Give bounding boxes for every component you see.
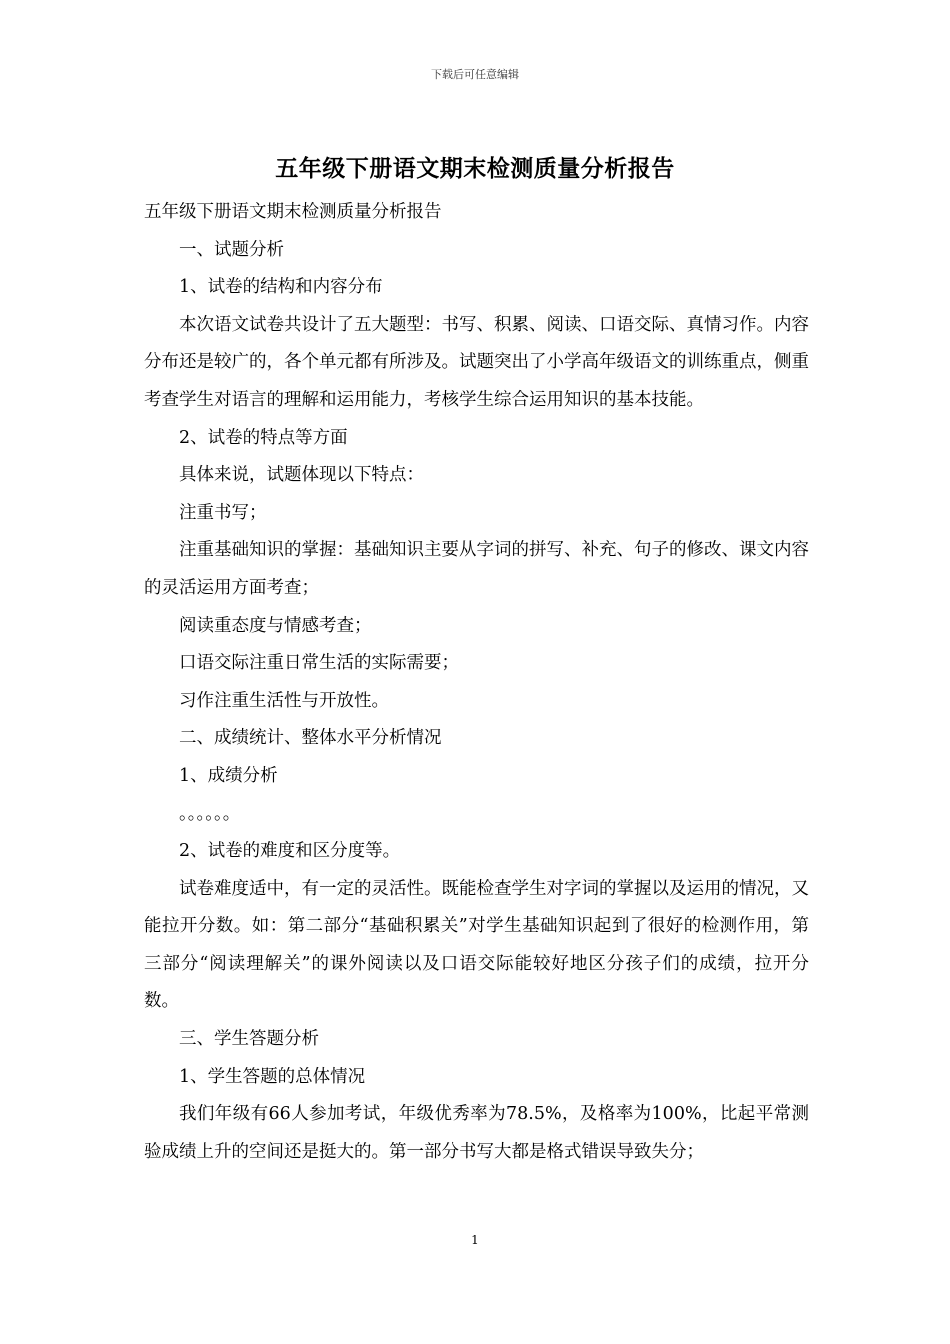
body-paragraph: 阅读重态度与情感考查； [179,615,372,636]
body-paragraph: 。。。。。。 [179,803,241,824]
body-paragraph: 二、成绩统计、整体水平分析情况 [179,728,442,749]
body-paragraph: 我们年级有66人参加考试，年级优秀率为78.5%，及格率为100%，比起平常测验成绩上升的空间还是挺大的。第一部分书写大都是格式错误导致失分； [144,1104,809,1162]
body-paragraph: 具体来说，试题体现以下特点： [179,465,424,486]
body-paragraph: 习作注重生活性与开放性。 [179,690,389,711]
page-header-note: 下载后可任意编辑 [431,68,519,81]
body-paragraph: 1、成绩分析 [179,765,278,786]
body-paragraph: 1、学生答题的总体情况 [179,1066,366,1087]
body-paragraph: 口语交际注重日常生活的实际需要； [179,653,459,674]
body-paragraph: 本次语文试卷共设计了五大题型：书写、积累、阅读、口语交际、真情习作。内容分布还是较广的，各个单元都有所涉及。试题突出了小学高年级语文的训练重点，侧重考查学生对语言的理解和运用能力，考核学生综合运用知识的基本技能。 [144,314,809,410]
document-title: 五年级下册语文期末检测质量分析报告 [275,155,675,182]
body-paragraph: 注重书写； [179,502,267,523]
body-paragraph: 三、学生答题分析 [179,1029,319,1050]
body-paragraph: 五年级下册语文期末检测质量分析报告 [144,202,442,222]
page-number: 1 [471,1233,479,1247]
body-paragraph: 试卷难度适中，有一定的灵活性。既能检查学生对字词的掌握以及运用的情况，又能拉开分数。如：第二部分“基础积累关”对学生基础知识起到了很好的检测作用，第三部分“阅读理解关”的课外阅读以及口语交际能较好地区分孩子们的成绩，拉开分数。 [144,878,809,1012]
body-paragraph: 1、试卷的结构和内容分布 [179,277,383,298]
body-paragraph: 一、试题分析 [179,239,284,260]
body-paragraph: 2、试卷的难度和区分度等。 [179,841,401,862]
body-paragraph: 2、试卷的特点等方面 [179,427,348,448]
body-paragraph: 注重基础知识的掌握：基础知识主要从字词的拼写、补充、句子的修改、课文内容的灵活运用方面考查； [144,540,809,598]
document-body [144,194,809,1171]
